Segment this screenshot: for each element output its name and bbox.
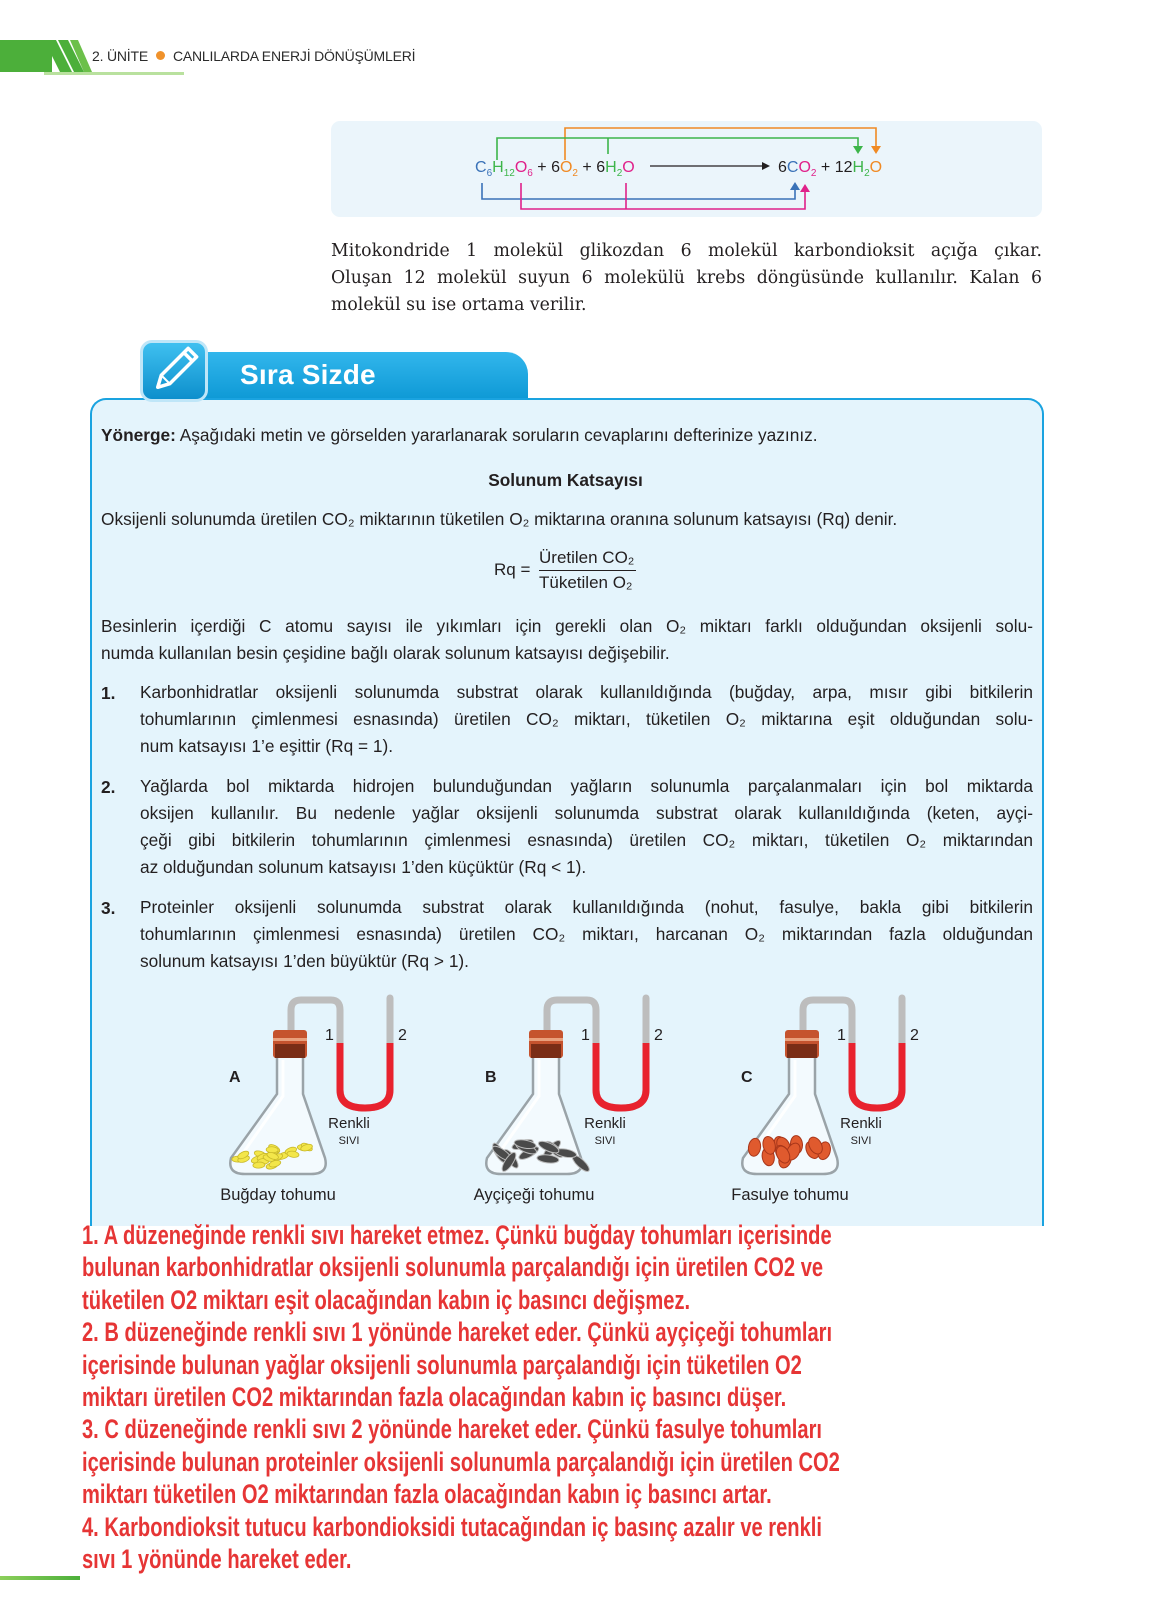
- directive-text: Aşağıdaki metin ve görselden yararlanarak soruların cevaplarını defterinize yazınız.: [175, 425, 818, 445]
- formula-part: O: [869, 159, 883, 176]
- formula-part: O: [559, 159, 573, 176]
- orange-connector: [565, 128, 876, 160]
- equation-reactants: [475, 159, 635, 179]
- magenta-arrowhead: [800, 184, 810, 192]
- list-item: [140, 773, 1033, 881]
- formula-part: O: [798, 159, 811, 176]
- answer-line: miktarı üretilen CO2 miktarından fazla olacağından kabın iç basıncı düşer.: [82, 1381, 787, 1412]
- tube-end-label-1: 1: [581, 1027, 590, 1044]
- definition-text: Oksijenli solunumda üretilen CO₂ miktarının tüketilen O₂ miktarına oranına solunum katsayısı (Rq) denir.: [101, 509, 898, 529]
- list-item: [140, 679, 1033, 760]
- tube-end-label-2: 2: [910, 1027, 919, 1044]
- list-item-number: 2.: [101, 777, 116, 797]
- formula-part: C: [475, 159, 487, 176]
- formula-part: + 6: [577, 159, 606, 176]
- paragraph-line: Mitokondride 1 molekül glikozdan 6 molekül karbondioksit açığa çıkar.: [331, 241, 1042, 261]
- seed-caption: Ayçiçeği tohumu: [473, 1186, 595, 1204]
- subscript: 6: [527, 168, 533, 179]
- paragraph-line: molekül su ise ortama verilir.: [331, 295, 587, 315]
- seed-caption: Buğday tohumu: [220, 1186, 336, 1204]
- formula-denominator: Tüketilen O₂: [539, 573, 633, 592]
- answer-line: 4. Karbondioksit tutucu karbondioksidi tutacağından iç basınç azalır ve renkli: [82, 1511, 822, 1542]
- reaction-arrowhead: [762, 162, 770, 170]
- directive: [101, 422, 818, 449]
- formula-lhs: Rq =: [494, 560, 531, 579]
- formula-part: H: [605, 159, 617, 176]
- liquid-label-sub: SIVI: [850, 1135, 872, 1147]
- answer-line: bulunan karbonhidratlar oksijenli solunumla parçalandığı için üretilen CO2 ve: [82, 1252, 824, 1283]
- tube-end-label-2: 2: [654, 1027, 663, 1044]
- list-item-line: oksijen kullanılır. Bu nedenle yağlar oksijenli solunumda substrat olarak kullanıldığında (keten, ayçi-: [140, 803, 1033, 823]
- answer-line: miktarı tüketilen O2 miktarından fazla olacağından kabın iç basıncı artar.: [82, 1479, 772, 1510]
- answer-line: içerisinde bulunan yağlar oksijenli solunumla parçalandığı için tüketilen O2: [82, 1349, 802, 1380]
- setup-letter: C: [741, 1069, 753, 1086]
- intro-paragraph: [101, 613, 1033, 667]
- list-item-line: tohumlarının çimlenmesi esnasında) üretilen CO₂ miktarı, harcanan O₂ miktarından fazla olduğundan: [140, 924, 1033, 944]
- answer-line: 1. A düzeneğinde renkli sıvı hareket etmez. Çünkü buğday tohumları içerisinde: [82, 1220, 832, 1250]
- list-item-line: Yağlarda bol miktarda hidrojen bulunduğundan yağların solunumla parçalanmaları için bol miktarda: [140, 776, 1033, 796]
- formula-part: O: [622, 159, 635, 176]
- liquid-label: Renkli: [584, 1115, 626, 1132]
- paragraph-line: Besinlerin içerdiği C atomu sayısı ile yıkımları için gerekli olan O₂ miktarı farklı olduğundan oksijenli solu-: [101, 616, 1033, 636]
- flask-setup: [474, 998, 663, 1204]
- answer-line: sıvı 1 yönünde hareket eder.: [82, 1543, 352, 1574]
- unit-number: 2. ÜNİTE: [92, 48, 148, 64]
- list-item-line: az olduğundan solunum katsayısı 1’den küçüktür (Rq < 1).: [140, 857, 587, 877]
- blue-arrowhead: [790, 182, 800, 190]
- flask-setup: [220, 998, 407, 1204]
- paragraph-line: numda kullanılan besin çeşidine bağlı olarak solunum katsayısı değişebilir.: [101, 643, 670, 663]
- subscript: 2: [810, 168, 817, 179]
- colored-liquid: [596, 1043, 646, 1108]
- experiment-setups: [0, 990, 1151, 1215]
- subscript: 2: [864, 168, 870, 179]
- orange-arrowhead: [871, 146, 881, 154]
- unit-title: CANLILARDA ENERJİ DÖNÜŞÜMLERİ: [172, 48, 416, 64]
- formula-part: H: [492, 159, 504, 176]
- answer-line: 3. C düzeneğinde renkli sıvı 2 yönünde hareket eder. Çünkü fasulye tohumları: [82, 1414, 822, 1445]
- subscript: 12: [503, 168, 515, 179]
- formula-numerator: Üretilen CO₂: [539, 548, 636, 571]
- formula-part: + 6: [532, 159, 560, 176]
- answer-line: 2. B düzeneğinde renkli sıvı 1 yönünde hareket eder. Çünkü ayçiçeği tohumları: [82, 1317, 833, 1348]
- seed: [266, 1146, 278, 1153]
- list-item-line: Karbonhidratlar oksijenli solunumda substrat olarak kullanıldığında (buğday, arpa, mısır gibi bitkilerin: [140, 682, 1033, 702]
- list-item-number: 3.: [101, 898, 116, 918]
- pencil-icon: [143, 343, 205, 399]
- green-connector: [497, 138, 858, 160]
- subscript: 6: [486, 168, 493, 179]
- setup-letter: B: [485, 1069, 497, 1086]
- equation-products: [778, 159, 882, 179]
- directive-label: Yönerge:: [101, 425, 176, 445]
- answer-line: tüketilen O2 miktarı eşit olacağından kabın iç basıncı değişmez.: [82, 1284, 691, 1315]
- list-item-line: çeği gibi bitkilerin tohumlarının çimlenmesi esnasında) üretilen CO₂ miktarı, tüketilen O₂ miktarından: [140, 830, 1033, 850]
- liquid-label: Renkli: [840, 1115, 882, 1132]
- list-item-line: num katsayısı 1’e eşittir (Rq = 1).: [140, 736, 394, 756]
- answer-line: içerisinde bulunan proteinler oksijenli solunumla parçalandığı için üretilen CO2: [82, 1446, 840, 1477]
- liquid-label-sub: SIVI: [338, 1135, 360, 1147]
- green-arrowhead: [853, 146, 863, 154]
- liquid-label: Renkli: [328, 1115, 370, 1132]
- list-item-line: tohumlarının çimlenmesi esnasında) üretilen CO₂ miktarı, tüketilen O₂ miktarına eşit olduğundan solu-: [140, 709, 1033, 729]
- flask-setup: [731, 998, 919, 1204]
- formula-part: O: [514, 159, 528, 176]
- answer-text: [82, 1219, 1099, 1575]
- formula-part: 6: [778, 159, 787, 176]
- list-item: [140, 894, 1033, 975]
- list-item-line: solunum katsayısı 1’den büyüktür (Rq > 1).: [140, 951, 469, 971]
- subscript: 2: [572, 168, 578, 179]
- formula-part: C: [786, 159, 799, 176]
- list-item-line: Proteinler oksijenli solunumda substrat olarak kullanıldığında (nohut, fasulye, bakla gibi bitkilerin: [140, 897, 1033, 917]
- list-item-number: 1.: [101, 683, 116, 703]
- seed-caption: Fasulye tohumu: [731, 1186, 849, 1204]
- formula-part: H: [852, 159, 865, 176]
- respiration-equation-diagram: [0, 0, 1151, 230]
- colored-liquid: [852, 1043, 902, 1108]
- section-title: Solunum Katsayısı: [488, 470, 643, 490]
- setup-letter: A: [229, 1069, 241, 1086]
- activity-title: Sıra Sizde: [240, 359, 376, 390]
- liquid-label-sub: SIVI: [594, 1135, 616, 1147]
- tube-end-label-2: 2: [398, 1027, 407, 1044]
- pencil-icon-box: [140, 340, 208, 402]
- tube-end-label-1: 1: [837, 1027, 846, 1044]
- mitochondria-paragraph: [331, 238, 1042, 319]
- magenta-connector: [521, 183, 805, 209]
- paragraph-line: Oluşan 12 molekül suyun 6 molekülü krebs döngüsünde kullanılır. Kalan 6: [331, 268, 1042, 288]
- tube-end-label-1: 1: [325, 1027, 334, 1044]
- blue-connector: [482, 183, 795, 199]
- colored-liquid: [340, 1043, 390, 1108]
- formula-part: + 12: [816, 159, 853, 176]
- subscript: 2: [616, 168, 623, 179]
- footer-accent-bar: [0, 1576, 80, 1580]
